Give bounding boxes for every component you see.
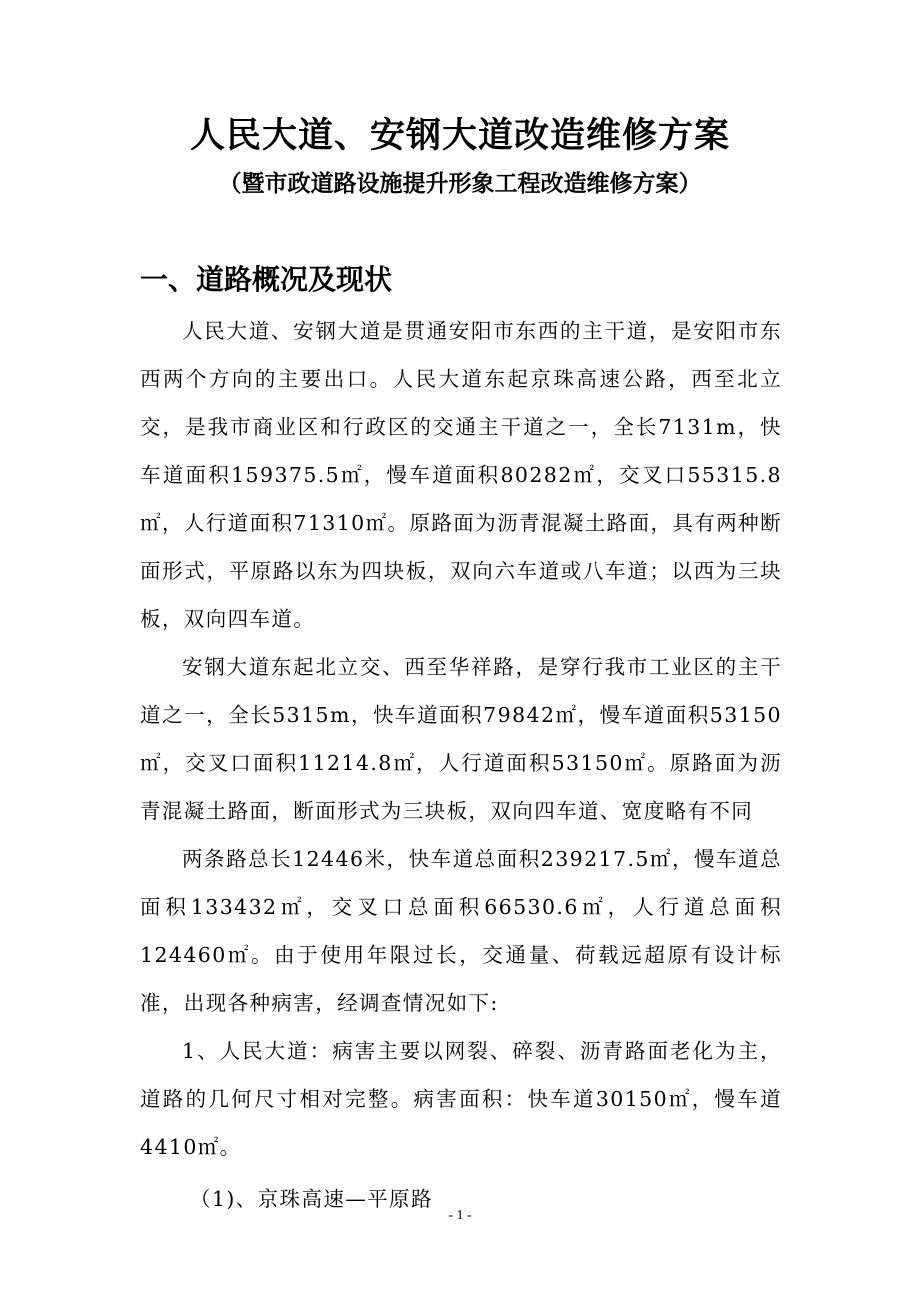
paragraph-subsection: （1)、京珠高速—平原路 — [190, 1187, 433, 1211]
section-heading: 一、道路概况及现状 — [140, 263, 393, 296]
paragraph-totals: 两条路总长12446米，快车道总面积239217.5㎡，慢车道总面积133432㎡，交叉口总面积66530.6㎡，人行道总面积124460㎡。由于使用年限过长，交通量、荷载远超原有设计标准，出现各种病害，经调查情况如下: — [140, 847, 782, 1015]
paragraph-renmin-damage: 1、人民大道：病害主要以网裂、碎裂、沥青路面老化为主，道路的几何尺寸相对完整。病害面积：快车道30150㎡，慢车道4410㎡。 — [140, 1039, 782, 1159]
body-text — [140, 307, 782, 1223]
paragraph-angang-avenue: 安钢大道东起北立交、西至华祥路，是穿行我市工业区的主干道之一，全长5315m，快车道面积79842㎡，慢车道面积53150㎡，交叉口面积11214.8㎡，人行道面积53150㎡。原路面为沥青混凝土路面，断面形式为三块板，双向四车道、宽度略有不同 — [140, 655, 782, 823]
paragraph-overview: 人民大道、安钢大道是贯通安阳市东西的主干道，是安阳市东西两个方向的主要出口。人民大道东起京珠高速公路，西至北立交，是我市商业区和行政区的交通主干道之一，全长7131m，快车道面积159375.5㎡，慢车道面积80282㎡，交叉口55315.8㎡，人行道面积71310㎡。原路面为沥青混凝土路面，具有两种断面形式，平原路以东为四块板，双向六车道或八车道；以西为三块板，双向四车道。 — [140, 319, 782, 631]
document-subtitle: （暨市政道路设施提升形象工程改造维修方案） — [218, 171, 702, 197]
page-number: - 1 - — [448, 1208, 472, 1223]
document-title: 人民大道、安钢大道改造维修方案 — [189, 116, 730, 156]
